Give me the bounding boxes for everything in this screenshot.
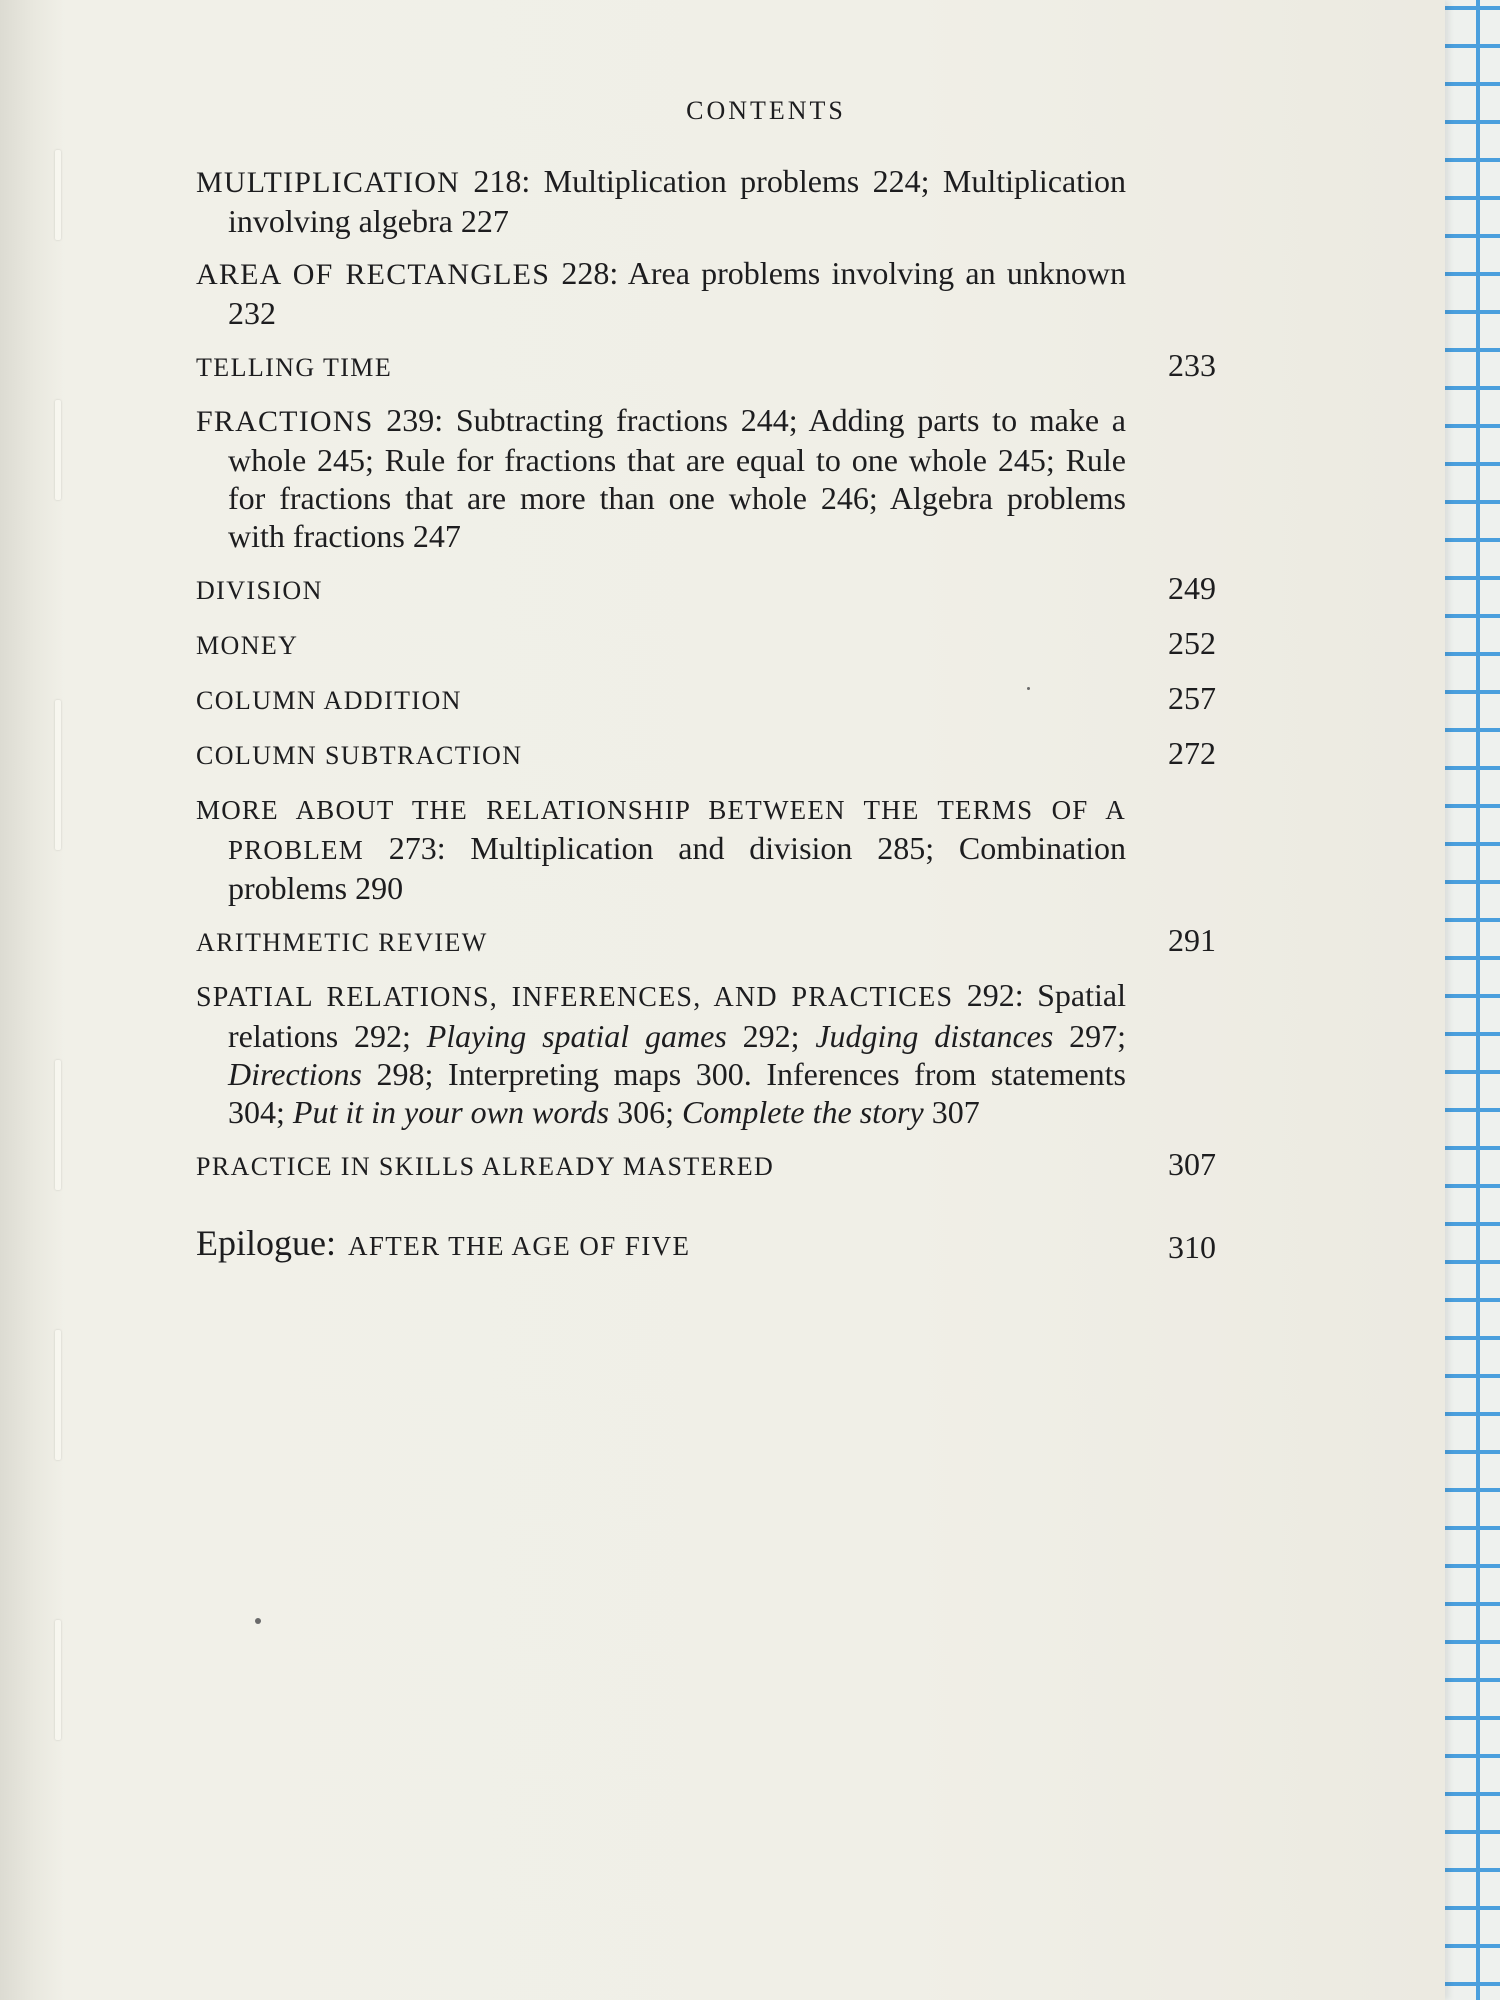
toc-entry-text: 292;: [726, 1018, 816, 1054]
toc-page-number: 310: [1168, 1229, 1216, 1265]
toc-entry-subtopics: 218: Multiplication problems 224; Multiplication involving algebra 227: [228, 163, 1126, 239]
toc-entry-practice-in-skills: [196, 1145, 1226, 1186]
toc-entry-heading: MORE ABOUT THE RELATIONSHIP BETWEEN THE TERMS OF A PROBLEM: [196, 795, 1126, 865]
toc-entry-italic-topic: Complete the story: [681, 1094, 924, 1130]
toc-entry-fractions: [196, 401, 1226, 555]
toc-entry-heading: MULTIPLICATION: [196, 166, 461, 199]
toc-entry-heading: MONEY: [196, 631, 299, 660]
toc-entry-italic-topic: Playing spatial games: [426, 1018, 727, 1054]
binding-stitch: [55, 1060, 61, 1190]
binding-stitch: [55, 700, 61, 850]
toc-entry-telling-time: [196, 346, 1226, 387]
toc-entry-heading: TELLING TIME: [196, 353, 393, 382]
toc-entry-spatial-relations: [196, 976, 1226, 1131]
binding-stitch: [55, 1620, 61, 1740]
toc-page-number: 249: [1168, 570, 1216, 606]
toc-entry-money: [196, 624, 1226, 665]
toc-entry-text: 307: [923, 1094, 980, 1130]
toc-entry-italic-topic: Put it in your own words: [292, 1094, 610, 1130]
toc-entry-relationship-between-terms: [196, 789, 1226, 907]
toc-page-number: 291: [1168, 922, 1216, 958]
toc-entry-heading: SPATIAL RELATIONS, INFERENCES, AND PRACTICES: [196, 982, 954, 1013]
toc-entry-area-of-rectangles: [196, 254, 1226, 332]
toc-entry-text: 297;: [1053, 1018, 1127, 1054]
toc-entry-subtopics: 239: Subtracting fractions 244; Adding parts to make a whole 245; Rule for fractions that are equal to one whole 245; Rule for fractions that are more than one whole 246; Algebra problems with fractions 247: [228, 402, 1126, 554]
page-gutter: [0, 0, 62, 2000]
toc-entry-subtopics: 273: Multiplication and division 285; Combination problems 290: [228, 830, 1126, 906]
page-title: CONTENTS: [686, 96, 846, 125]
toc-entry-text: 292: Spatial relations 292;: [228, 977, 1127, 1054]
toc-entry-epilogue: [196, 1224, 1226, 1265]
toc-page-number: 252: [1168, 625, 1216, 661]
toc-entry-division: [196, 569, 1226, 610]
toc-entry-multiplication: [196, 162, 1226, 240]
epilogue-title: AFTER THE AGE OF FIVE: [347, 1231, 691, 1261]
epilogue-label: Epilogue:: [196, 1223, 336, 1263]
toc-entry-italic-topic: Judging distances: [815, 1018, 1054, 1054]
toc-page-number: 307: [1168, 1146, 1216, 1182]
toc-entry-heading: AREA OF RECTANGLES: [196, 258, 551, 291]
toc-page-number: 233: [1168, 347, 1216, 383]
toc-entry-subtopics: 228: Area problems involving an unknown 232: [228, 255, 1126, 331]
toc-entry-arithmetic-review: [196, 921, 1226, 962]
toc-page-number: 272: [1168, 735, 1216, 771]
toc-entry-heading: COLUMN SUBTRACTION: [196, 741, 523, 770]
toc-entry-italic-topic: Directions: [228, 1056, 362, 1092]
contents-list: [196, 96, 1226, 1279]
toc-entry-heading: DIVISION: [196, 576, 323, 605]
binding-stitch: [55, 150, 61, 240]
toc-entry-heading: PRACTICE IN SKILLS ALREADY MASTERED: [196, 1152, 775, 1181]
toc-entry-text: 306;: [609, 1094, 682, 1130]
toc-entry-heading: FRACTIONS: [196, 405, 374, 438]
toc-entry-column-addition: [196, 679, 1226, 720]
binding-stitch: [55, 1330, 61, 1460]
binding-stitch: [55, 400, 61, 500]
toc-entry-heading: COLUMN ADDITION: [196, 686, 462, 715]
paper-speck: [255, 1618, 261, 1624]
toc-entry-heading: ARITHMETIC REVIEW: [196, 928, 488, 957]
toc-entry-column-subtraction: [196, 734, 1226, 775]
toc-entry-text: 298; Interpreting maps 300. Inferences from statements 304;: [228, 1056, 1126, 1130]
toc-page-number: 257: [1168, 680, 1216, 716]
